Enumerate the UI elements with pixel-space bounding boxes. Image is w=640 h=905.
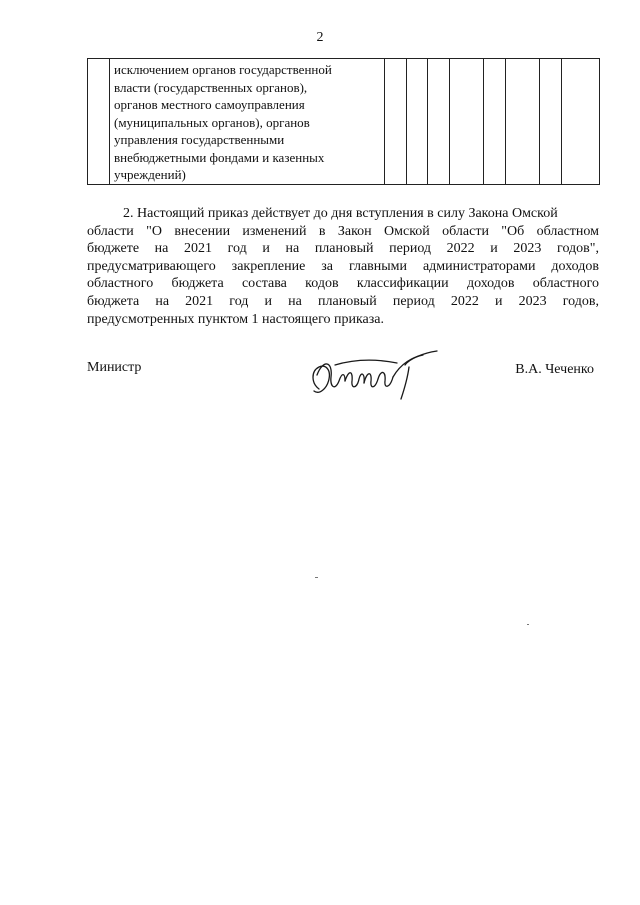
table-text-line: исключением органов государственной bbox=[114, 62, 332, 77]
scan-speck bbox=[315, 577, 318, 578]
table-cell-empty bbox=[88, 59, 110, 185]
paragraph-line: 2. Настоящий приказ действует до дня вступления в силу Закона Омской bbox=[123, 206, 558, 221]
table-text-line: учреждений) bbox=[114, 167, 186, 182]
table-cell-empty bbox=[540, 59, 562, 185]
scan-speck bbox=[527, 624, 529, 625]
paragraph-line: предусмотренных пунктом 1 настоящего приказа. bbox=[87, 311, 385, 327]
signatory-title: Министр bbox=[87, 360, 142, 375]
table-text-line: управления государственными bbox=[114, 132, 285, 147]
table-cell-empty bbox=[506, 59, 540, 185]
table-text-line: власти (государственных органов), bbox=[114, 79, 308, 95]
table-cell-empty bbox=[484, 59, 506, 185]
body-paragraph bbox=[87, 205, 599, 328]
table-text-line: (муниципальных органов), органов bbox=[114, 114, 310, 130]
table-cell-empty bbox=[407, 59, 428, 185]
table-cell-description bbox=[110, 59, 385, 185]
paragraph-line: бюджета на 2021 год и на плановый период 2022 и 2023 годов, bbox=[87, 293, 599, 309]
continuation-table bbox=[87, 58, 600, 185]
handwritten-signature bbox=[305, 345, 445, 405]
table-text-line: органов местного самоуправления bbox=[114, 97, 305, 112]
paragraph-line: предусматривающего закрепление за главными администраторами доходов bbox=[87, 258, 599, 274]
table-row bbox=[88, 59, 600, 185]
paragraph-line: области "О внесении изменений в Закон Омской области "Об областном bbox=[87, 223, 599, 239]
table-cell-empty bbox=[428, 59, 450, 185]
paragraph-line: бюджете на 2021 год и на плановый период 2022 и 2023 годов", bbox=[87, 241, 599, 257]
signatory-name: В.А. Чеченко bbox=[515, 362, 594, 377]
page-number: 2 bbox=[316, 30, 324, 45]
table-cell-empty bbox=[450, 59, 484, 185]
table-text-line: внебюджетными фондами и казенных bbox=[114, 149, 325, 165]
table-cell-empty bbox=[562, 59, 600, 185]
paragraph-line: областного бюджета состава кодов классификации доходов областного bbox=[87, 276, 599, 292]
table-cell-empty bbox=[385, 59, 407, 185]
